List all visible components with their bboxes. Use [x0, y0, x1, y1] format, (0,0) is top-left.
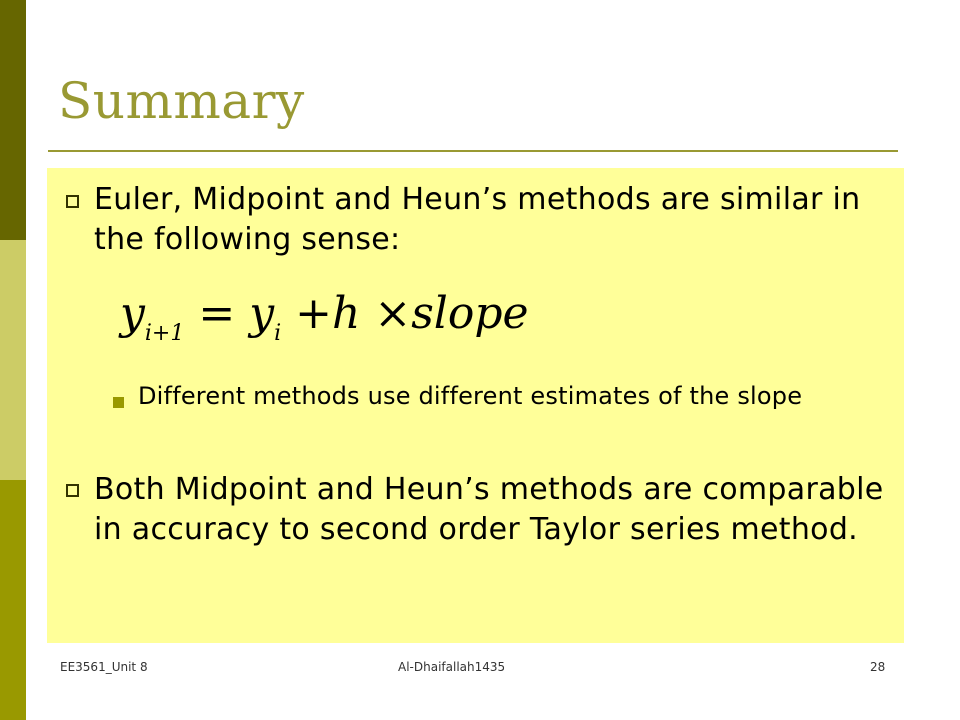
sidebar-block-bottom — [0, 480, 26, 720]
square-bullet-icon — [66, 484, 79, 497]
bullet-text-2: Both Midpoint and Heun’s methods are comparable in accuracy to second order Taylor series method. — [94, 472, 884, 547]
formula-rhs-subscript: i — [274, 321, 282, 346]
formula-h: h — [331, 288, 361, 339]
bullet-text-1: Euler, Midpoint and Heun’s methods are similar in the following sense: — [94, 182, 861, 257]
formula-slope: slope — [411, 288, 529, 339]
footer-course: EE3561_Unit 8 — [60, 660, 148, 674]
title-divider — [48, 150, 898, 152]
formula — [120, 284, 529, 344]
sub-bullet-icon — [113, 397, 124, 408]
formula-lhs: y — [120, 288, 145, 339]
formula-equals: = — [198, 288, 236, 339]
footer-author: Al-Dhaifallah1435 — [398, 660, 506, 674]
footer-page-number: 28 — [870, 660, 886, 674]
sub-bullet-text: Different methods use different estimates of the slope — [138, 382, 803, 410]
formula-rhs-y: y — [249, 288, 275, 339]
formula-times: × — [374, 288, 412, 339]
formula-lhs-subscript: i+1 — [144, 321, 185, 346]
formula-plus: + — [295, 288, 332, 339]
slide-title: Summary — [58, 72, 305, 130]
sidebar-block-middle — [0, 240, 26, 480]
sidebar-block-top — [0, 0, 26, 240]
square-bullet-icon — [66, 195, 79, 208]
